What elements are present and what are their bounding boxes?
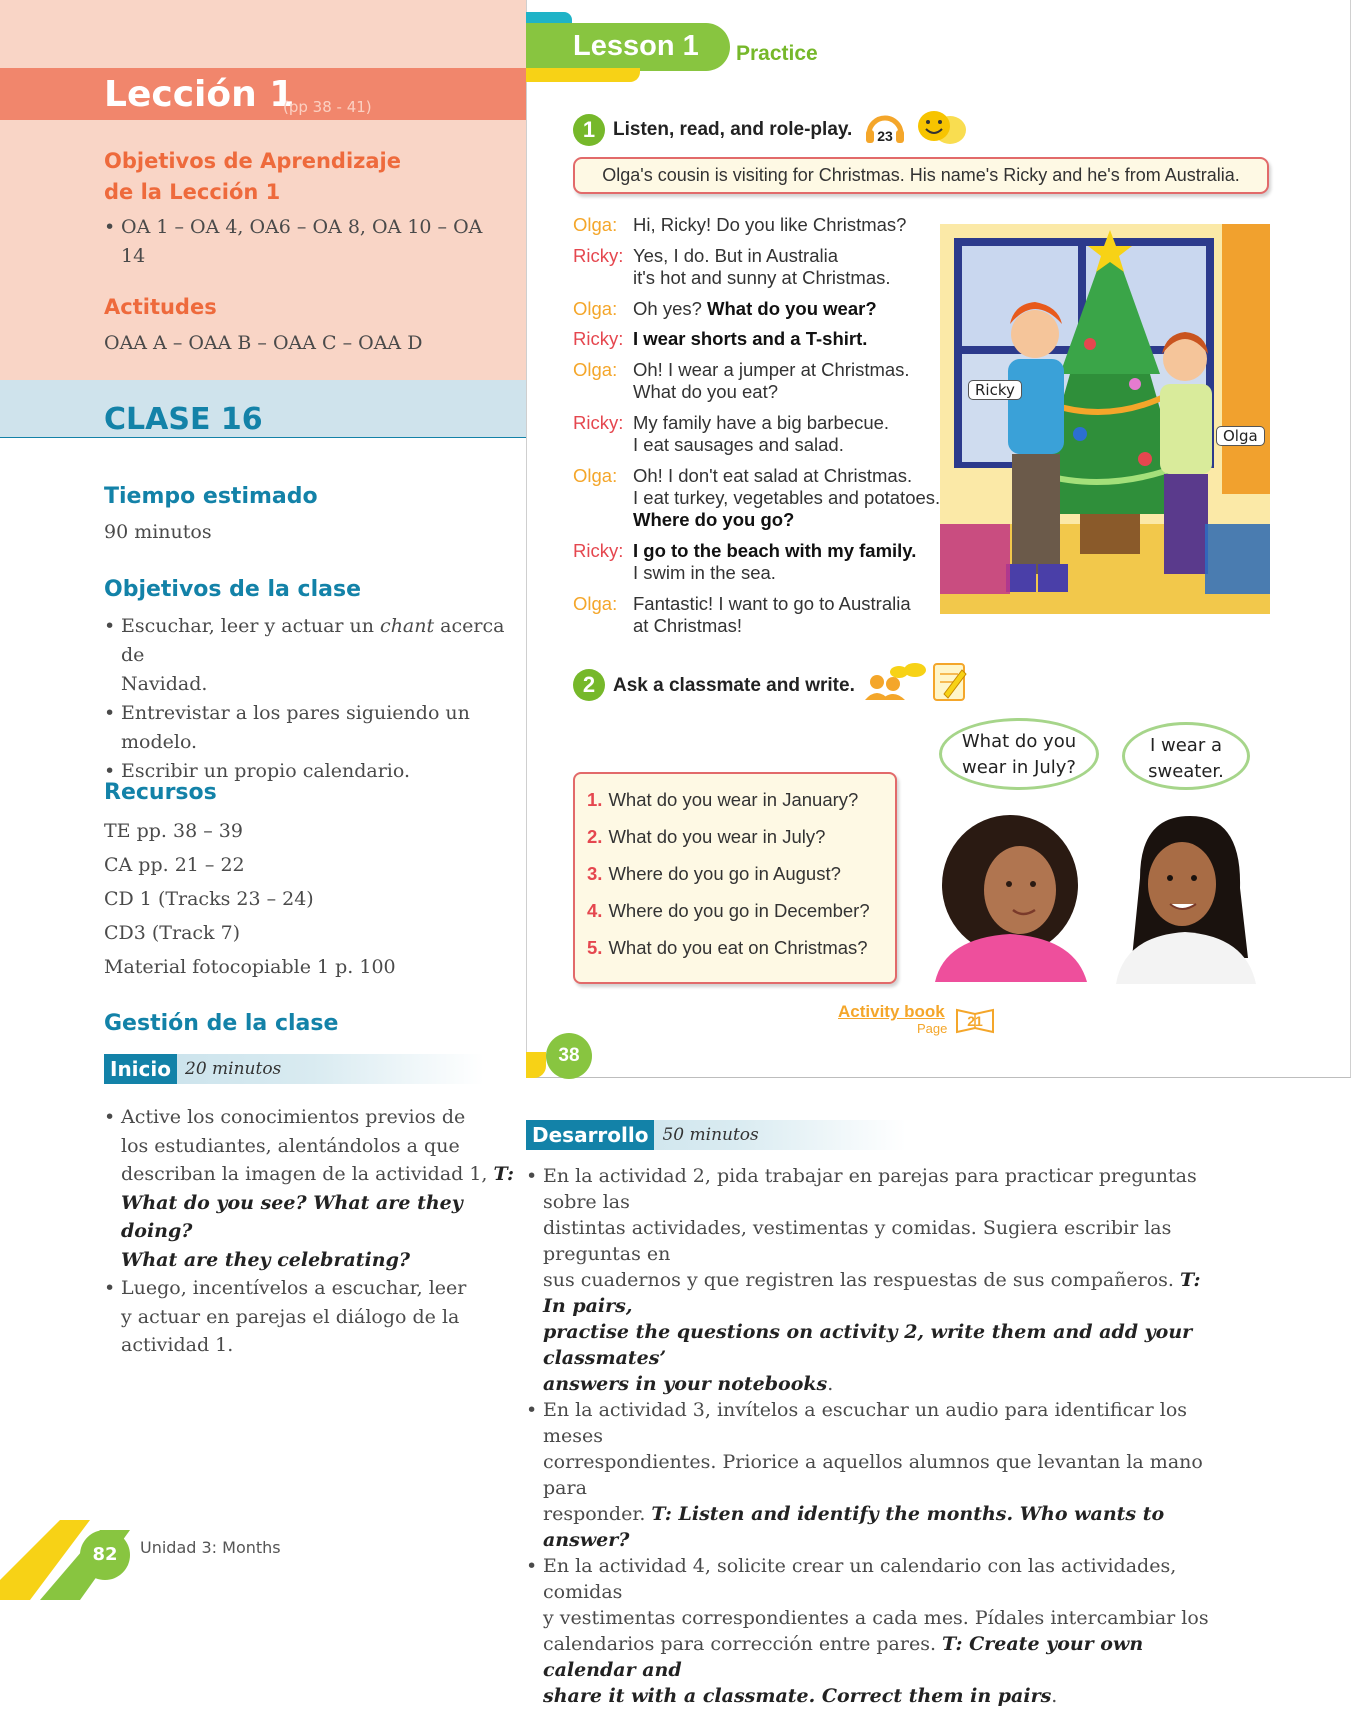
list-text: los estudiantes, alentándolos a que [121,1134,460,1157]
dialogue-line [573,359,910,403]
dialogue-line [573,298,877,320]
question-box [573,772,897,984]
dialogue-text-bold: Where do you go? [633,509,795,530]
list-item: • En la actividad 2, pida trabajar en parejas para practicar preguntas sobre las distintas actividades, vestimentas y comidas. Sugiera escribir las preguntas en sus cuadernos y que registren las respuestas de sus compañeros. T: In pairs, practise the questions on activity 2, write them and add your classmates’ answers in your notebooks. [526,1163,1226,1397]
inicio-minutes: 20 minutos [185,1059,282,1079]
question-number: 3. [587,863,603,884]
speaker-olga: Olga: [573,214,618,235]
dialogue-text: Oh! I don't eat salad at Christmas. [633,465,913,486]
objetivos-clase-heading: Objetivos de la clase [104,577,361,602]
footer-page-number: 82 [80,1530,130,1580]
girl-photo-curly-hair [925,810,1095,982]
list-text: Navidad. [121,673,208,695]
teacher-prompt: What do you see? What are they doing? [121,1191,463,1242]
headphones-icon [864,110,906,146]
list-item [526,1397,1226,1553]
inicio-list [104,1103,514,1360]
list-text: distintas actividades, vestimentas y comidas. Sugiera escribir las preguntas en [543,1217,1172,1265]
bubble-text: wear in July? [961,757,1076,778]
speaker-ricky: Ricky: [573,540,624,561]
list-item [104,612,514,699]
dialogue-line [573,593,911,637]
teacher-prompt: answers in your notebooks [543,1373,828,1395]
objetivos-heading-line: Objetivos de Aprendizaje [104,149,401,173]
notebook-pencil-icon [930,660,970,704]
question-text: What do you wear in July? [608,826,826,847]
list-text: • En la actividad 4, solicite crear un calendario con las actividades, comidas [543,1555,1177,1603]
speaker-olga: Olga: [573,465,618,486]
question-item [587,937,895,974]
question-item [587,863,895,900]
list-item [104,1274,514,1360]
leccion-pages: (pp 38 - 41) [283,98,372,116]
dialogue-line [573,245,891,289]
oa-line: • OA 1 – OA 4, OA6 – OA 8, OA 10 – OA [121,216,483,238]
question-text: Where do you go in December? [608,900,870,921]
list-text: Escuchar, leer y actuar un [121,615,381,637]
teacher-prompt: T: [493,1163,514,1185]
inicio-bar [104,1054,484,1084]
speaker-ricky: Ricky: [573,245,624,266]
dialogue-text-bold: What do you wear? [707,298,877,319]
pair-talk-icon [863,662,927,702]
dialogue-line [573,214,906,236]
clase-band [0,380,526,438]
dialogue-line [573,328,867,350]
objetivos-heading [104,146,401,208]
activity-1-instruction: Listen, read, and role-play. [613,119,853,140]
desarrollo-minutes: 50 minutos [662,1125,759,1145]
dialogue-text-bold: I go to the beach with my family. [633,540,917,561]
question-text: Where do you go in August? [608,863,841,884]
speaker-olga: Olga: [573,593,618,614]
dialogue-text: What do you eat? [633,381,779,402]
teacher-prompt: T: In pairs, [543,1269,1201,1317]
list-text: • Escribir un propio calendario. [121,760,411,782]
dialogue-text: Oh yes? [633,298,708,319]
list-text: • En la actividad 3, invítelos a escuchar un audio para identificar los meses [543,1399,1188,1447]
question-number: 4. [587,900,603,921]
list-text: acerca de [121,615,505,666]
question-item [587,900,895,937]
teacher-prompt: share it with a classmate. Correct them in pairs [543,1685,1052,1707]
dialogue-text: at Christmas! [633,615,742,636]
actitudes-heading: Actitudes [104,295,217,319]
question-item [587,789,895,826]
list-item: • En la actividad 4, solicite crear un calendario con las actividades, comidas y vestimentas correspondientes a cada mes. Pídales intercambiar los calendarios para corrección entre pares. T: Create your own calendar and share it with a classmate. Correct them in pairs. [526,1553,1226,1709]
speech-bubble-question [939,718,1099,790]
dialogue-text: Oh! I wear a jumper at Christmas. [633,359,910,380]
question-number: 1. [587,789,603,810]
label-ricky: Ricky [968,380,1022,400]
activity-book-link[interactable]: Activity book [838,1002,945,1021]
teacher-prompt: practise the questions on activity 2, write them and add your classmates’ [543,1321,1193,1369]
book-icon [955,1004,995,1034]
christmas-illustration [940,224,1270,614]
dialogue-line [573,540,916,584]
drama-masks-icon [914,108,970,148]
dialogue-text: I eat turkey, vegetables and potatoes. [633,487,941,508]
list-text: y vestimentas correspondientes a cada mes. Pídales intercambiar los [543,1607,1209,1629]
clase-title: CLASE 16 [104,402,263,437]
list-text: responder. [543,1503,652,1525]
teacher-prompt: T: Create your own calendar and [543,1633,1144,1681]
question-number: 5. [587,937,603,958]
bubble-text: sweater. [1148,761,1224,782]
recurso-item: CD3 (Track 7) [104,922,241,944]
student-page-number: 38 [546,1033,592,1079]
track-number: 23 [877,128,893,144]
list-text: • En la actividad 2, pida trabajar en parejas para practicar preguntas sobre las [543,1165,1197,1213]
girl-photo-long-hair [1110,808,1260,984]
speaker-ricky: Ricky: [573,328,624,349]
footer-unit-label: Unidad 3: Months [140,1538,281,1557]
practice-label: Practice [736,42,818,65]
list-item [104,1103,514,1274]
dialogue-text: I swim in the sea. [633,562,776,583]
activity-book-page: 21 [967,1013,983,1029]
list-item [104,699,514,757]
dialogue-text-bold: I wear shorts and a T-shirt. [633,328,868,349]
list-text: • Luego, incentívelos a escuchar, leer [121,1277,467,1299]
dialogue-text: Yes, I do. But in Australia [633,245,838,266]
desarrollo-list [526,1163,1226,1709]
teacher-prompt: T: Listen and identify the months. Who wants to answer? [543,1503,1165,1551]
desarrollo-tag: Desarrollo [526,1120,654,1150]
objetivos-heading-line: de la Lección 1 [104,180,281,204]
recursos-list [104,814,396,984]
list-text: y actuar en parejas el diálogo de la [121,1305,460,1328]
activity-2-number: 2 [573,669,605,701]
recursos-heading: Recursos [104,780,217,805]
speaker-olga: Olga: [573,298,618,319]
gestion-heading: Gestión de la clase [104,1011,339,1036]
list-text: correspondientes. Priorice a aquellos alumnos que levantan la mano para [543,1451,1203,1499]
activity-2-instruction: Ask a classmate and write. [613,675,855,696]
list-text: actividad 1. [121,1334,234,1356]
lesson-label: Lesson 1 [573,30,699,62]
list-text: • Entrevistar a los pares siguiendo un [121,702,470,724]
label-olga: Olga [1216,426,1265,446]
dialogue-text: I eat sausages and salad. [633,434,844,455]
teacher-prompt: What are they celebrating? [121,1248,411,1271]
lesson-pill-accent [526,68,640,82]
tiempo-text: 90 minutos [104,521,212,543]
dialogue-text: Hi, Ricky! Do you like Christmas? [633,214,907,235]
intro-box: Olga's cousin is visiting for Christmas. His name's Ricky and he's from Australia. [573,157,1269,194]
oa-list-item [104,213,504,271]
list-text: describan la imagen de la actividad 1, [121,1163,494,1185]
dialogue-text: it's hot and sunny at Christmas. [633,267,891,288]
bubble-text: What do you [961,731,1077,752]
dialogue-text: My family have a big barbecue. [633,412,890,433]
recurso-item: CA pp. 21 – 22 [104,854,245,876]
list-text: modelo. [121,731,198,753]
question-number: 2. [587,826,603,847]
speech-bubble-answer [1122,722,1250,790]
activity-book-page-word: Page [917,1021,948,1036]
speaker-ricky: Ricky: [573,412,624,433]
list-text-italic: chant [380,615,435,637]
tiempo-heading: Tiempo estimado [104,484,318,509]
question-text: What do you wear in January? [608,789,859,810]
desarrollo-bar [526,1120,906,1150]
recurso-item: CD 1 (Tracks 23 – 24) [104,888,314,910]
recurso-item: TE pp. 38 – 39 [104,820,243,842]
activity-1-number: 1 [573,114,605,146]
question-text: What do you eat on Christmas? [608,937,868,958]
list-text: calendarios para corrección entre pares. [543,1633,943,1655]
objetivos-clase-list [104,612,514,786]
dialogue-line [573,465,940,531]
actitudes-text: OAA A – OAA B – OAA C – OAA D [104,332,423,354]
oa-line: 14 [121,245,146,267]
recurso-item: Material fotocopiable 1 p. 100 [104,956,396,978]
speaker-olga: Olga: [573,359,618,380]
inicio-tag: Inicio [104,1054,177,1084]
dialogue-text: Fantastic! I want to go to Australia [633,593,911,614]
dialogue-line [573,412,889,456]
leccion-title: Lección 1 [104,74,295,115]
question-item [587,826,895,863]
list-text: sus cuadernos y que registren las respuestas de sus compañeros. [543,1269,1181,1291]
bubble-text: I wear a [1149,735,1222,756]
list-text: • Active los conocimientos previos de [121,1106,466,1128]
